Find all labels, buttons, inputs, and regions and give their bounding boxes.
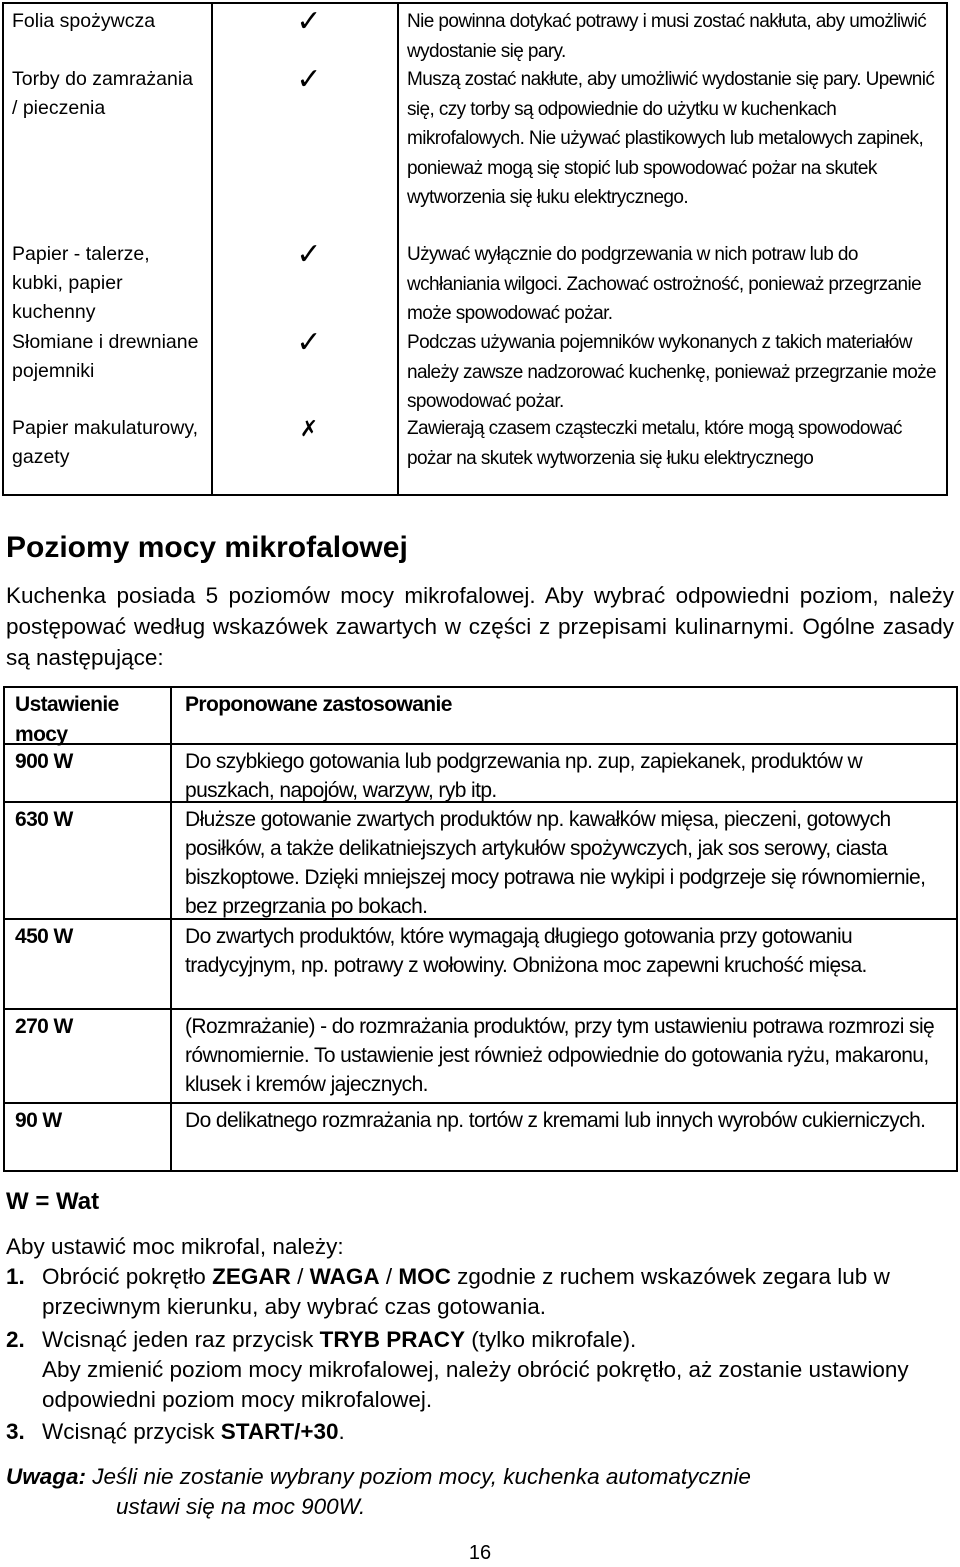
step-number: 2.	[6, 1327, 25, 1352]
check-icon: ✓	[296, 326, 322, 359]
step-text	[42, 1325, 954, 1415]
step-text-part: Obrócić pokrętło	[42, 1264, 213, 1289]
step-extra-text: Aby zmienić poziom mocy mikrofalowej, należy obrócić pokrętło, aż zostanie ustawiony odpowiedni poziom mocy mikrofalowej.	[42, 1357, 909, 1412]
material-name: Papier makulaturowy, gazety	[12, 417, 199, 468]
step-text-part: zgodnie z ruchem wskazówek zegara lub w przeciwnym kierunku, aby wybrać czas gotowania.	[42, 1264, 890, 1319]
material-name: Folia spożywcza	[12, 10, 156, 32]
materials-table	[2, 2, 948, 496]
step-text	[42, 1417, 954, 1447]
step-number: 1.	[6, 1264, 25, 1289]
separator: /	[290, 1264, 310, 1289]
note-text-continued: ustawi się na moc 900W.	[116, 1494, 366, 1519]
step-text-part: (tylko mikrofale).	[465, 1327, 637, 1352]
step-text-part: Wcisnąć przycisk	[42, 1419, 221, 1444]
table-row	[5, 1104, 956, 1170]
knob-label-weight: WAGA	[309, 1264, 380, 1289]
step-text	[42, 1262, 954, 1322]
material-description: Używać wyłącznie do podgrzewania w nich potraw lub do wchłaniania wilgoci. Zachować ostrożność, ponieważ przegrzanie może spowodować pożar.	[407, 244, 922, 324]
note-text: Jeśli nie zostanie wybrany poziom mocy, kuchenka automatycznie	[86, 1464, 751, 1489]
step-text-part: .	[338, 1419, 345, 1444]
table-row	[5, 745, 956, 803]
power-setting: 630 W	[15, 808, 73, 831]
knob-label-clock: ZEGAR	[212, 1264, 291, 1289]
button-label-mode: TRYB PRACY	[319, 1327, 466, 1352]
power-levels-table	[3, 686, 958, 1172]
material-description: Muszą zostać nakłute, aby umożliwić wydostanie się pary. Upewnić się, czy torby są odpowiednie do użytku w kuchenkach mikrofalowych. Nie używać plastikowych lub metalowych zapinek, ponieważ mogą się stopić lub spowodować pożar na skutek wytworzenia się łuku elektrycznego.	[407, 69, 935, 208]
table-row	[5, 920, 956, 1010]
power-setting: 270 W	[15, 1015, 73, 1038]
power-setting: 450 W	[15, 925, 73, 948]
material-description: Nie powinna dotykać potrawy i musi zostać nakłuta, aby umożliwić wydostanie się pary.	[407, 11, 927, 62]
table-header-row	[5, 688, 956, 745]
power-use: Do delikatnego rozmrażania np. tortów z kremami lub innych wyrobów cukierniczych.	[185, 1109, 926, 1132]
page-number: 16	[468, 1542, 492, 1564]
table-row	[5, 803, 956, 920]
power-use: Dłuższe gotowanie zwartych produktów np. kawałków mięsa, pieczeni, gotowych posiłków, a także delikatniejszych artykułów spożywczych, jak sos serowy, ciasta biszkoptowe. Dzięki mniejszej mocy potrawa nie wykipi i podgrzeje się równomiernie, bez przegrzania po bokach.	[185, 808, 926, 918]
button-label-start: START/+30	[220, 1419, 339, 1444]
knob-label-power: MOC	[398, 1264, 451, 1289]
separator: /	[379, 1264, 399, 1289]
column-divider	[397, 4, 399, 494]
section-title: Poziomy mocy mikrofalowej	[6, 531, 408, 564]
table-row	[5, 1010, 956, 1104]
material-description: Zawierają czasem cząsteczki metalu, które mogą spowodować pożar na skutek wytworzenia się łuku elektrycznego	[407, 418, 902, 469]
column-header-use: Proponowane zastosowanie	[185, 693, 452, 716]
material-name: Słomiane i drewniane pojemniki	[12, 331, 199, 382]
check-icon: ✓	[296, 5, 322, 38]
material-description: Podczas używania pojemników wykonanych z takich materiałów należy zawsze nadzorować kuchenkę, ponieważ przegrzanie może spowodować pożar.	[407, 332, 937, 412]
note	[6, 1462, 954, 1519]
power-use: (Rozmrażanie) - do rozmrażania produktów, przy tym ustawieniu potrawa rozmrozi się równomiernie. To ustawienie jest również odpowiednie do gotowania ryżu, makaronu, klusek i kremów jajecznych.	[185, 1015, 935, 1096]
check-icon: ✓	[296, 238, 322, 271]
material-name: Papier - talerze, kubki, papier kuchenny	[12, 243, 150, 323]
column-divider	[211, 4, 213, 494]
power-setting: 90 W	[15, 1109, 62, 1132]
cross-icon: ✗	[299, 416, 319, 441]
steps-title: Aby ustawić moc mikrofal, należy:	[6, 1234, 344, 1259]
check-icon: ✓	[296, 63, 322, 96]
note-label: Uwaga:	[6, 1464, 87, 1489]
intro-paragraph: Kuchenka posiada 5 poziomów mocy mikrofalowej. Aby wybrać odpowiedni poziom, należy postępować według wskazówek zawartych w części z przepisami kulinarnymi. Ogólne zasady są następujące:	[6, 583, 954, 670]
power-use: Do szybkiego gotowania lub podgrzewania np. zup, zapiekanek, produktów w puszkach, napojów, warzyw, ryb itp.	[185, 750, 863, 802]
column-header-setting: Ustawienie mocy	[15, 693, 119, 746]
material-name: Torby do zamrażania / pieczenia	[12, 68, 194, 119]
step-number: 3.	[6, 1419, 25, 1444]
unit-definition: W = Wat	[6, 1188, 100, 1215]
power-setting: 900 W	[15, 750, 73, 773]
step-text-part: Wcisnąć jeden raz przycisk	[42, 1327, 320, 1352]
power-use: Do zwartych produktów, które wymagają długiego gotowania przy gotowaniu tradycyjnym, np. potrawy z wołowiny. Obniżona moc zapewni kruchość mięsa.	[185, 925, 867, 977]
